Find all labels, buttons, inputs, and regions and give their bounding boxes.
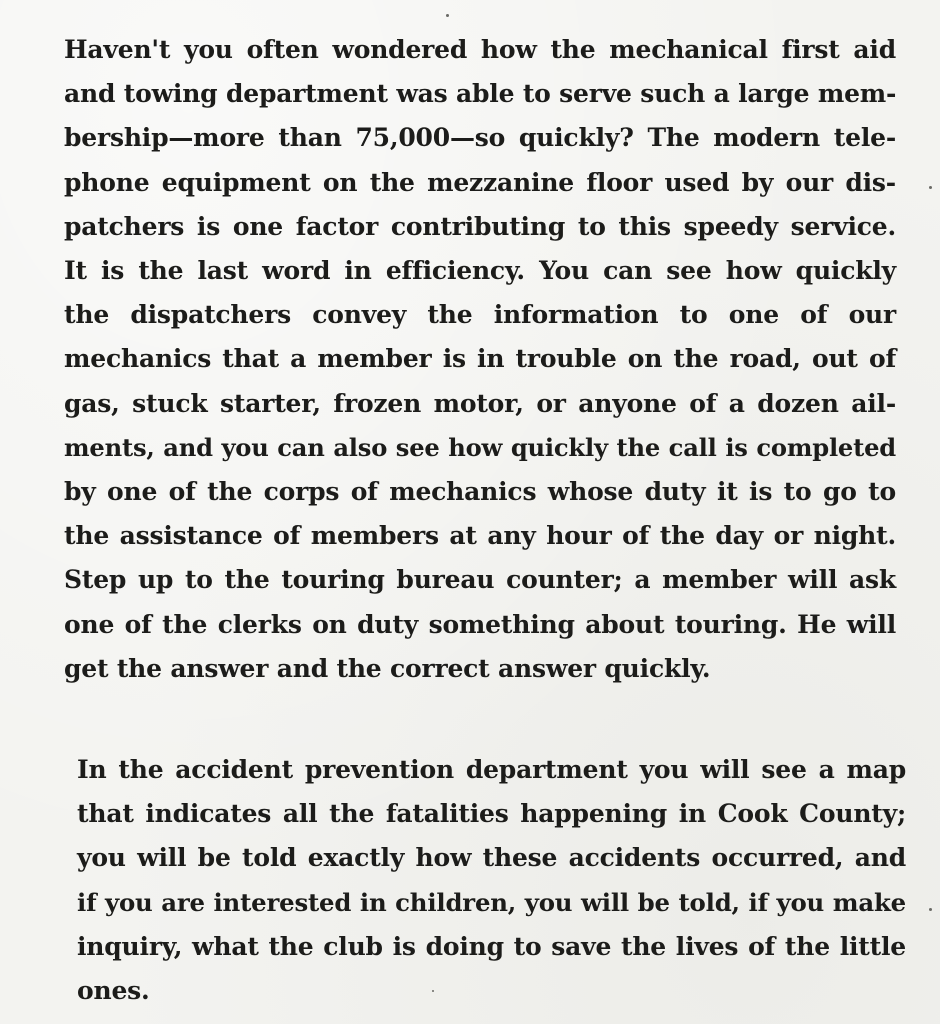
text-line: patchers is one factor contributing to this speedy service. <box>64 211 896 241</box>
text-line: Step up to the touring bureau counter; a member will ask <box>64 565 896 595</box>
text-line: that indicates all the fatalities happening in Cook County; <box>77 799 906 829</box>
ink-speck <box>446 14 449 17</box>
text-line: gas, stuck starter, frozen motor, or anyone of a dozen ail- <box>64 388 896 418</box>
text-line: phone equipment on the mezzanine floor used by our dis- <box>64 167 896 197</box>
text-line: you will be told exactly how these accidents occurred, and <box>77 843 906 873</box>
text-line: if you are interested in children, you will be told, if you make <box>77 887 906 917</box>
text-line: get the answer and the correct answer quickly. <box>64 653 711 683</box>
paragraph-telephone-dispatch <box>64 28 896 691</box>
paragraph-accident-prevention <box>77 748 906 1013</box>
text-line: ones. <box>77 976 150 1006</box>
text-line: bership—more than 75,000—so quickly? The modern tele- <box>64 123 896 153</box>
text-line: the assistance of members at any hour of the day or night. <box>64 521 896 551</box>
ink-speck <box>929 908 932 911</box>
text-line: ments, and you can also see how quickly the call is completed <box>64 432 896 462</box>
text-line: mechanics that a member is in trouble on the road, out of <box>64 344 896 374</box>
text-line: In the accident prevention department you will see a map <box>77 755 906 784</box>
text-line: by one of the corps of mechanics whose duty it is to go to <box>64 477 896 507</box>
text-line: It is the last word in efficiency. You can see how quickly <box>64 256 896 286</box>
text-line: inquiry, what the club is doing to save the lives of the little <box>77 931 906 961</box>
text-line: and towing department was able to serve such a large mem- <box>64 79 897 109</box>
text-line: Haven't you often wondered how the mechanical first aid <box>64 35 896 64</box>
text-line: the dispatchers convey the information to one of our <box>64 300 896 330</box>
text-line: one of the clerks on duty something about touring. He will <box>64 609 896 639</box>
ink-speck <box>929 186 932 189</box>
